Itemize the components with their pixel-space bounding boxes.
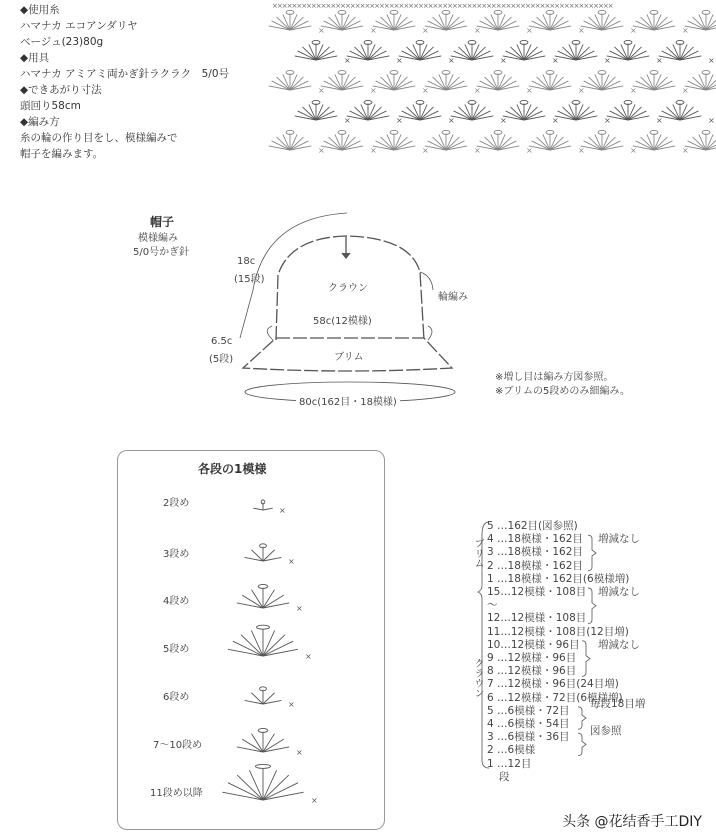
- stitch-spoke: [335, 134, 342, 150]
- count-line: 11…12模様・108目(12目増): [487, 625, 629, 638]
- count-line: 〜: [487, 599, 498, 612]
- count-line: 3 …18模様・162目: [487, 546, 583, 559]
- stitch-spoke: [673, 104, 680, 120]
- count-line: 1 …12目: [487, 757, 532, 770]
- count-line: 9 …12模様・96目: [487, 652, 577, 664]
- hat-stitch: 模様編み: [138, 233, 178, 244]
- stitch-spoke: [491, 14, 498, 30]
- count-line: 8 …12模様・96目: [487, 665, 577, 678]
- stitch-spoke: [465, 44, 472, 60]
- count-line: 6 …12模様・72目(6模様増): [487, 691, 623, 704]
- pattern-fan: [581, 70, 637, 95]
- brim-section-label: ブリム: [472, 538, 483, 568]
- sc-mark: ×: [630, 86, 637, 95]
- pattern-fan: [373, 70, 429, 95]
- hat-diagram: [240, 213, 455, 402]
- sc-mark: ×: [396, 56, 403, 65]
- stitch-spoke: [647, 14, 654, 30]
- stitch-spoke: [595, 134, 602, 150]
- sc-mark: ×: [370, 146, 377, 155]
- head-circumference: 58c(12模様): [310, 312, 375, 327]
- sc-mark: ×: [448, 56, 455, 65]
- stitch-spoke: [387, 14, 394, 30]
- pattern-fan: [373, 130, 429, 155]
- stitch-spoke: [699, 14, 706, 30]
- sc-mark: ×: [422, 146, 429, 155]
- sc-mark: ×: [448, 116, 455, 125]
- pattern-fan: [399, 40, 455, 65]
- stitch-spoke: [517, 44, 524, 60]
- count-note: 増減なし: [598, 533, 640, 546]
- hat-title: 帽子: [150, 215, 175, 229]
- stitch-spoke: [602, 74, 609, 90]
- stitch-spoke: [465, 104, 472, 120]
- stitch-spoke: [699, 74, 706, 90]
- stitch-spoke: [543, 74, 550, 90]
- stitch-spoke: [316, 44, 323, 60]
- stitch-spoke: [342, 74, 349, 90]
- row-label: 7〜10段め: [153, 740, 203, 751]
- pattern-fan: [607, 40, 663, 65]
- stitch-spoke: [335, 74, 342, 90]
- stitch-spoke: [439, 14, 446, 30]
- brim-edge-size: 80c(162目・18模様): [296, 393, 400, 408]
- stitch-spoke: [316, 104, 323, 120]
- count-line: 10…12模様・96目: [487, 638, 580, 651]
- stitch-spoke: [602, 14, 609, 30]
- pattern-fan: [477, 10, 533, 35]
- pattern-fan: [633, 130, 689, 155]
- stitch-spoke: [394, 134, 401, 150]
- count-line: 3 …6模様・36目: [487, 731, 570, 744]
- note-increase: ※増し目は編み方図参照。: [495, 372, 614, 383]
- stitch-spoke: [283, 134, 290, 150]
- count-note: 毎段18目増: [590, 698, 646, 711]
- pattern-fan: [399, 100, 455, 125]
- stitch-spoke: [524, 104, 531, 120]
- spec-line: ◆使用糸: [20, 4, 60, 16]
- stitch-spoke: [491, 134, 498, 150]
- stitch-spoke: [595, 14, 602, 30]
- crown-section-label: クラウン: [472, 658, 483, 698]
- box-title: 各段の1模様: [198, 462, 267, 476]
- stitch-spoke: [290, 14, 297, 30]
- pattern-fan: [581, 130, 637, 155]
- row-label: 3段め: [163, 549, 190, 560]
- stitch-spoke: [654, 14, 661, 30]
- stitch-spoke: [361, 104, 368, 120]
- stitch-spoke: [342, 134, 349, 150]
- spec-line: 頭回り58cm: [20, 100, 81, 112]
- stitch-spoke: [498, 14, 505, 30]
- sc-mark: ×: [552, 116, 559, 125]
- stitch-spoke: [413, 44, 420, 60]
- row-label: 11段め以降: [150, 788, 203, 799]
- sc-mark: ×: [708, 116, 715, 125]
- watermark: 头条 @花结香手工DIY: [562, 814, 702, 830]
- pattern-fan: [607, 100, 663, 125]
- stitch-spoke: [290, 134, 297, 150]
- row-label: 5段め: [163, 644, 190, 655]
- pattern-fan: [503, 40, 559, 65]
- pattern-repeat-box: [117, 450, 385, 830]
- note-brim: ※ブリムの5段めのみ細編み。: [495, 386, 630, 397]
- spec-line: ベージュ(23)80g: [20, 36, 104, 48]
- stitch-spoke: [680, 104, 687, 120]
- sc-mark: ×: [604, 56, 611, 65]
- spec-line: 糸の輪の作り目をし、模様編みで: [20, 132, 178, 144]
- count-note: 増減なし: [598, 586, 640, 599]
- pattern-fan: [451, 40, 507, 65]
- pattern-fan: [555, 40, 611, 65]
- pattern-fan: [269, 10, 325, 35]
- count-line: 2 …18模様・162目: [487, 559, 583, 572]
- crown-rows: (15段): [234, 274, 265, 285]
- sc-mark: ×: [630, 26, 637, 35]
- stitch-spoke: [420, 44, 427, 60]
- pattern-fan: [659, 40, 715, 65]
- pattern-fan: [555, 100, 611, 125]
- stitch-spoke: [387, 134, 394, 150]
- stitch-spoke: [543, 14, 550, 30]
- sc-mark: ×: [370, 86, 377, 95]
- stitch-spoke: [673, 44, 680, 60]
- stitch-spoke: [283, 14, 290, 30]
- pattern-fan: [425, 10, 481, 35]
- stitch-spoke: [394, 74, 401, 90]
- pattern-fan: [529, 130, 585, 155]
- spec-line: 帽子を編みます。: [20, 148, 104, 160]
- stitch-spoke: [680, 44, 687, 60]
- sc-mark: ×: [370, 26, 377, 35]
- stitch-spoke: [446, 134, 453, 150]
- brim-height: 6.5c: [211, 336, 233, 347]
- row-unit: 段: [499, 771, 510, 783]
- count-line: 15…12模様・108目: [487, 586, 587, 598]
- pattern-fan: [477, 70, 533, 95]
- sc-mark: ×: [552, 56, 559, 65]
- sc-mark: ×: [318, 146, 325, 155]
- spec-line: ◆できあがり寸法: [20, 84, 102, 96]
- stitch-spoke: [706, 74, 713, 90]
- stitch-spoke: [472, 44, 479, 60]
- sc-mark: ×: [578, 86, 585, 95]
- sc-mark: ×: [318, 86, 325, 95]
- sc-mark: ×: [578, 26, 585, 35]
- count-line: 7 …12模様・96目(24目増): [487, 678, 619, 691]
- row-label: 6段め: [163, 692, 190, 703]
- stitch-spoke: [550, 14, 557, 30]
- stitch-spoke: [342, 14, 349, 30]
- stitch-spoke: [420, 104, 427, 120]
- group-bracket: [588, 535, 596, 571]
- sc-mark: ×: [630, 146, 637, 155]
- sc-mark: ×: [578, 146, 585, 155]
- pattern-fan: [503, 100, 559, 125]
- sc-mark: ×: [305, 652, 312, 661]
- stitch-spoke: [498, 74, 505, 90]
- sc-mark: ×: [526, 26, 533, 35]
- sc-mark: ×: [682, 86, 689, 95]
- stitch-spoke: [439, 134, 446, 150]
- stitch-spoke: [647, 74, 654, 90]
- stitch-spoke: [706, 134, 713, 150]
- sc-mark: ×: [279, 506, 286, 515]
- hat-hook: 5/0号かぎ針: [133, 247, 190, 258]
- spec-line: ハマナカ エコアンダリヤ: [20, 20, 138, 32]
- top-stitch-pattern: [269, 2, 716, 155]
- sc-mark: ×: [422, 86, 429, 95]
- stitch-spoke: [628, 104, 635, 120]
- stitch-spoke: [569, 44, 576, 60]
- sc-mark: ×: [344, 56, 351, 65]
- sc-mark: ×: [656, 116, 663, 125]
- stitch-spoke: [439, 74, 446, 90]
- stitch-spoke: [550, 134, 557, 150]
- pattern-fan: [269, 70, 325, 95]
- sc-mark: ×: [474, 26, 481, 35]
- sc-mark: ×: [344, 116, 351, 125]
- pattern-fan: [295, 40, 351, 65]
- stitch-spoke: [498, 134, 505, 150]
- brim-label: ブリム: [334, 352, 364, 363]
- pattern-fan: [659, 100, 715, 125]
- stitch-spoke: [654, 74, 661, 90]
- stitch-spoke: [647, 134, 654, 150]
- stitch-spoke: [576, 44, 583, 60]
- sc-mark: ×: [526, 146, 533, 155]
- pattern-fan: [321, 130, 377, 155]
- sc-row: ××××××××××××××××××××××××××××××××××××××××××××××××××××××××××××××××××××××: [272, 2, 613, 10]
- pattern-fan: [295, 100, 351, 125]
- sc-mark: ×: [474, 146, 481, 155]
- stitch-spoke: [569, 104, 576, 120]
- group-bracket: [588, 588, 596, 624]
- stitch-spoke: [602, 134, 609, 150]
- stitch-spoke: [706, 14, 713, 30]
- stitch-spoke: [446, 74, 453, 90]
- stitch-spoke: [491, 74, 498, 90]
- stitch-spoke: [517, 104, 524, 120]
- sc-mark: ×: [422, 26, 429, 35]
- pattern-fan: [373, 10, 429, 35]
- stitch-spoke: [290, 74, 297, 90]
- count-line: 4 …6模様・54目: [487, 718, 570, 730]
- pattern-fan: [269, 130, 325, 155]
- sc-mark: ×: [682, 26, 689, 35]
- count-line: 5 …6模様・72目: [487, 704, 570, 717]
- count-line: 1 …18模様・162目(6模様増): [487, 572, 630, 585]
- group-bracket: [582, 641, 590, 677]
- pattern-fan: [633, 10, 689, 35]
- pattern-fan: [347, 40, 403, 65]
- pattern-fan: [477, 130, 533, 155]
- count-line: 2 …6模様: [487, 744, 536, 757]
- sc-mark: ×: [656, 56, 663, 65]
- stitch-spoke: [654, 134, 661, 150]
- stitch-spoke: [368, 104, 375, 120]
- count-line: 12…12模様・108目: [487, 612, 587, 625]
- count-note: 増減なし: [598, 639, 640, 651]
- stitch-spoke: [309, 104, 316, 120]
- pattern-fan: [685, 70, 716, 95]
- stitch-spoke: [413, 104, 420, 120]
- sc-mark: ×: [318, 26, 325, 35]
- brim-rows: (5段): [209, 354, 234, 365]
- stitch-spoke: [621, 44, 628, 60]
- pattern-fan: [347, 100, 403, 125]
- stitch-spoke: [576, 104, 583, 120]
- stitch-spoke: [472, 104, 479, 120]
- group-bracket: [578, 707, 586, 729]
- sc-mark: ×: [708, 56, 715, 65]
- stitch-spoke: [446, 14, 453, 30]
- sc-mark: ×: [500, 56, 507, 65]
- spec-line: ◆編み方: [20, 116, 60, 128]
- stitch-spoke: [309, 44, 316, 60]
- pattern-fan: [633, 70, 689, 95]
- pattern-fan: [529, 10, 585, 35]
- pattern-fan: [685, 10, 716, 35]
- stitch-spoke: [543, 134, 550, 150]
- stitch-spoke: [621, 104, 628, 120]
- crown-height: 18c: [237, 256, 256, 267]
- sc-mark: ×: [296, 604, 303, 613]
- count-note: 図参照: [590, 724, 622, 737]
- count-line: 5 …162目(図参照): [487, 520, 578, 532]
- stitch-spoke: [699, 134, 706, 150]
- pattern-fan: [425, 70, 481, 95]
- round-knit-label: 輪編み: [438, 292, 468, 303]
- count-line: 4 …18模様・162目: [487, 533, 583, 546]
- row-label: 2段め: [163, 498, 190, 509]
- sc-mark: ×: [500, 116, 507, 125]
- pattern-fan: [529, 70, 585, 95]
- stitch-spoke: [595, 74, 602, 90]
- sc-mark: ×: [296, 748, 303, 757]
- stitch-spoke: [524, 44, 531, 60]
- pattern-fan: [321, 10, 377, 35]
- stitch-spoke: [387, 74, 394, 90]
- spec-line: ハマナカ アミアミ両かぎ針ラクラク 5/0号: [20, 68, 230, 80]
- stitch-spoke: [550, 74, 557, 90]
- stitch-spoke: [394, 14, 401, 30]
- sc-mark: ×: [474, 86, 481, 95]
- pattern-fan: [581, 10, 637, 35]
- sc-mark: ×: [288, 700, 295, 709]
- row-label: 4段め: [163, 596, 190, 607]
- sc-mark: ×: [396, 116, 403, 125]
- group-bracket: [578, 733, 586, 755]
- stitch-spoke: [628, 44, 635, 60]
- stitch-spoke: [283, 74, 290, 90]
- spec-line: ◆用具: [20, 52, 50, 64]
- crown-label: クラウン: [328, 283, 368, 294]
- pattern-fan: [321, 70, 377, 95]
- sc-mark: ×: [288, 557, 295, 566]
- stitch-spoke: [368, 44, 375, 60]
- sc-mark: ×: [311, 796, 318, 805]
- stitch-spoke: [361, 44, 368, 60]
- sc-mark: ×: [682, 146, 689, 155]
- pattern-fan: [451, 100, 507, 125]
- stitch-spoke: [335, 14, 342, 30]
- sc-mark: ×: [526, 86, 533, 95]
- sc-mark: ×: [604, 116, 611, 125]
- pattern-fan: [685, 130, 716, 155]
- pattern-fan: [425, 130, 481, 155]
